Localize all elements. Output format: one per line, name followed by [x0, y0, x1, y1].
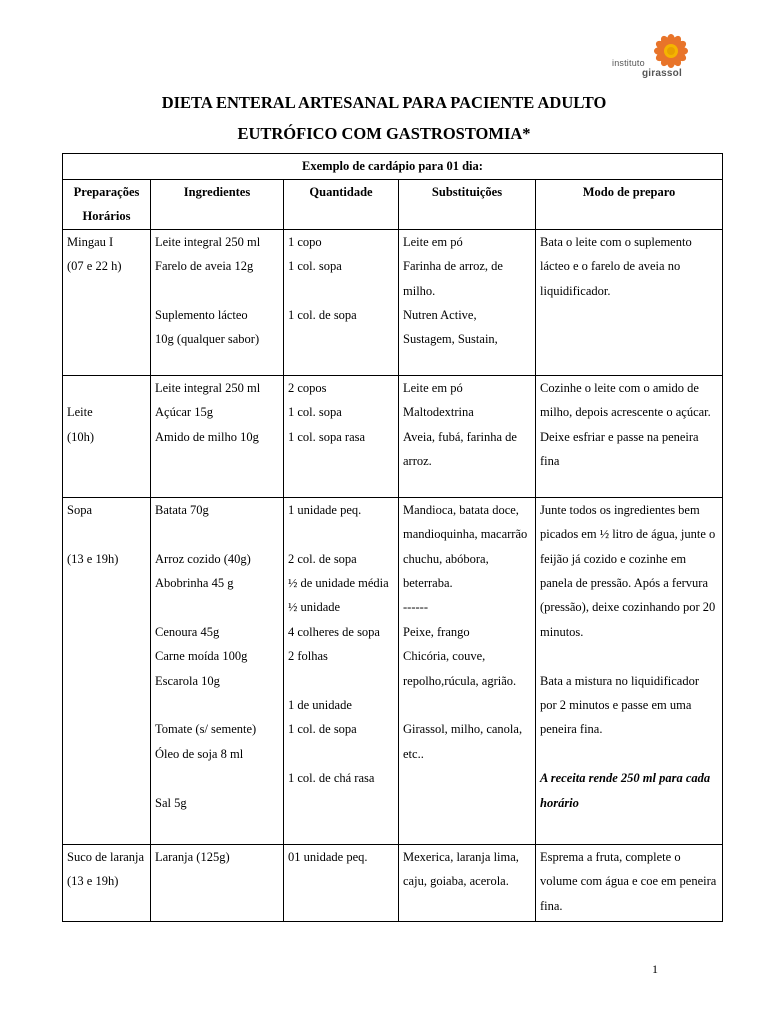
ingredient: Suplemento lácteo	[155, 308, 248, 323]
prep-name: Suco de laranja	[67, 849, 145, 864]
substitution: Mandioca, batata doce, mandioquinha, macarrão	[403, 502, 528, 542]
substitution: chuchu, abóbora, beterraba.	[403, 551, 489, 591]
ingredient: Batata 70g	[155, 502, 209, 517]
table-caption: Exemplo de cardápio para 01 dia:	[63, 154, 723, 180]
ingredient: Arroz cozido (40g)	[155, 551, 251, 566]
substitution: Maltodextrina	[403, 405, 474, 420]
cell-preparacao-suco	[63, 844, 151, 921]
ingredient: 10g (qualquer sabor)	[155, 332, 260, 347]
quantity: 2 copos	[288, 380, 327, 395]
ingredient: Cenoura 45g	[155, 624, 220, 639]
quantity: 01 unidade peq.	[288, 849, 368, 864]
prep-time: (10h)	[67, 429, 95, 444]
quantity: 1 col. de sopa	[288, 722, 357, 737]
header-preparacoes-line1: Preparações	[73, 185, 140, 199]
quantity: 2 col. de sopa	[288, 551, 357, 566]
quantity: 1 de unidade	[288, 698, 352, 713]
preparation-text: Esprema a fruta, complete o volume com água e coe em peneira fina.	[540, 849, 717, 913]
ingredient: Amido de milho 10g	[155, 429, 259, 444]
ingredient: Abobrinha 45 g	[155, 576, 234, 591]
ingredient: Carne moída 100g	[155, 649, 248, 664]
logo-text-girassol: girassol	[642, 68, 682, 79]
substitution: Girassol, milho, canola, etc..	[403, 722, 523, 761]
preparation-text: Cozinhe o leite com o amido de milho, depois acrescente o açúcar. Deixe esfriar e passe na peneira fina	[540, 380, 711, 469]
quantity: 2 folhas	[288, 649, 328, 664]
logo-text-instituto: instituto	[612, 58, 645, 68]
cell-ingredientes-suco	[151, 844, 284, 921]
header-quantidade: Quantidade	[284, 180, 399, 230]
ingredient: Açúcar 15g	[155, 405, 213, 420]
prep-name: Mingau I	[67, 234, 114, 249]
substitution: Aveia, fubá, farinha de arroz.	[403, 429, 517, 469]
quantity: 4 colheres de sopa	[288, 624, 380, 639]
cell-preparacao-leite	[63, 375, 151, 497]
cell-substituicoes-sopa	[399, 497, 536, 844]
substitution: Peixe, frango	[403, 624, 470, 639]
table-row-suco	[63, 844, 723, 921]
cell-preparacao-mingau	[63, 229, 151, 375]
table-header-row	[63, 180, 723, 230]
prep-time: (13 e 19h)	[67, 551, 119, 566]
cell-ingredientes-leite	[151, 375, 284, 497]
instituto-girassol-logo	[610, 34, 696, 84]
substitution: Farinha de arroz, de milho.	[403, 259, 503, 298]
cell-modo-preparo-mingau	[536, 229, 723, 375]
cell-substituicoes-suco	[399, 844, 536, 921]
preparation-text: Bata o leite com o suplemento lácteo e o farelo de aveia no liquidificador.	[540, 234, 692, 298]
sunflower-icon	[654, 34, 688, 68]
quantity: 1 unidade peq.	[288, 502, 362, 517]
cell-substituicoes-leite	[399, 375, 536, 497]
table-row-leite	[63, 375, 723, 497]
ingredient: Escarola 10g	[155, 673, 220, 688]
substitution: ------	[403, 600, 428, 615]
prep-time: (13 e 19h)	[67, 874, 119, 889]
ingredient: Laranja (125g)	[155, 849, 230, 864]
quantity: 1 col. sopa	[288, 259, 342, 274]
header-modo-de-preparo: Modo de preparo	[536, 180, 723, 230]
header-substituicoes: Substituições	[399, 180, 536, 230]
cell-ingredientes-sopa	[151, 497, 284, 844]
quantity: 1 col. sopa rasa	[288, 429, 366, 444]
page-number: 1	[652, 962, 658, 976]
document-title-line1: DIETA ENTERAL ARTESANAL PARA PACIENTE ADULTO	[161, 93, 607, 112]
quantity: 1 col. sopa	[288, 405, 342, 420]
ingredient: Óleo de soja 8 ml	[155, 746, 244, 761]
quantity: 1 col. de chá rasa	[288, 771, 375, 786]
ingredient: Tomate (s/ semente)	[155, 722, 257, 737]
cell-modo-preparo-sopa	[536, 497, 723, 844]
preparation-text: Bata a mistura no liquidificador por 2 minutos e passe em uma peneira fina.	[540, 673, 699, 737]
cell-modo-preparo-suco	[536, 844, 723, 921]
ingredient: Leite integral 250 ml	[155, 234, 261, 249]
cell-ingredientes-mingau	[151, 229, 284, 375]
cell-quantidade-leite	[284, 375, 399, 497]
cell-substituicoes-mingau	[399, 229, 536, 375]
cell-preparacao-sopa	[63, 497, 151, 844]
substitution: Mexerica, laranja lima, caju, goiaba, acerola.	[403, 849, 519, 889]
quantity: 1 col. de sopa	[288, 308, 357, 323]
cell-quantidade-mingau	[284, 229, 399, 375]
yield-note: A receita rende 250 ml para cada horário	[540, 771, 711, 810]
menu-table	[62, 153, 723, 922]
substitution: Leite em pó	[403, 380, 463, 395]
header-preparacoes	[63, 180, 151, 230]
quantity: ½ de unidade média	[288, 576, 389, 591]
cell-modo-preparo-leite	[536, 375, 723, 497]
ingredient: Sal 5g	[155, 795, 187, 810]
document-title-line2: EUTRÓFICO COM GASTROSTOMIA*	[237, 124, 531, 143]
substitution: Leite em pó	[403, 234, 463, 249]
quantity: 1 copo	[288, 234, 322, 249]
quantity: ½ unidade	[288, 600, 341, 615]
cell-quantidade-sopa	[284, 497, 399, 844]
ingredient: Leite integral 250 ml	[155, 380, 261, 395]
substitution: Nutren Active, Sustagem, Sustain,	[403, 308, 498, 347]
prep-name: Sopa	[67, 502, 92, 517]
substitution: Chicória, couve, repolho,rúcula, agrião.	[403, 649, 517, 688]
header-ingredientes: Ingredientes	[151, 180, 284, 230]
cell-quantidade-suco	[284, 844, 399, 921]
prep-time: (07 e 22 h)	[67, 259, 122, 274]
table-row-mingau	[63, 229, 723, 375]
header-horarios-line2: Horários	[82, 209, 131, 224]
preparation-text: Junte todos os ingredientes bem picados em ½ litro de água, junte o feijão já cozido e cozinhe em panela de pressão. Após a fervura (pressão), deixe cozinhando por 20 minutos.	[540, 502, 716, 639]
table-row-sopa	[63, 497, 723, 844]
prep-name: Leite	[67, 405, 93, 420]
ingredient: Farelo de aveia 12g	[155, 259, 254, 274]
